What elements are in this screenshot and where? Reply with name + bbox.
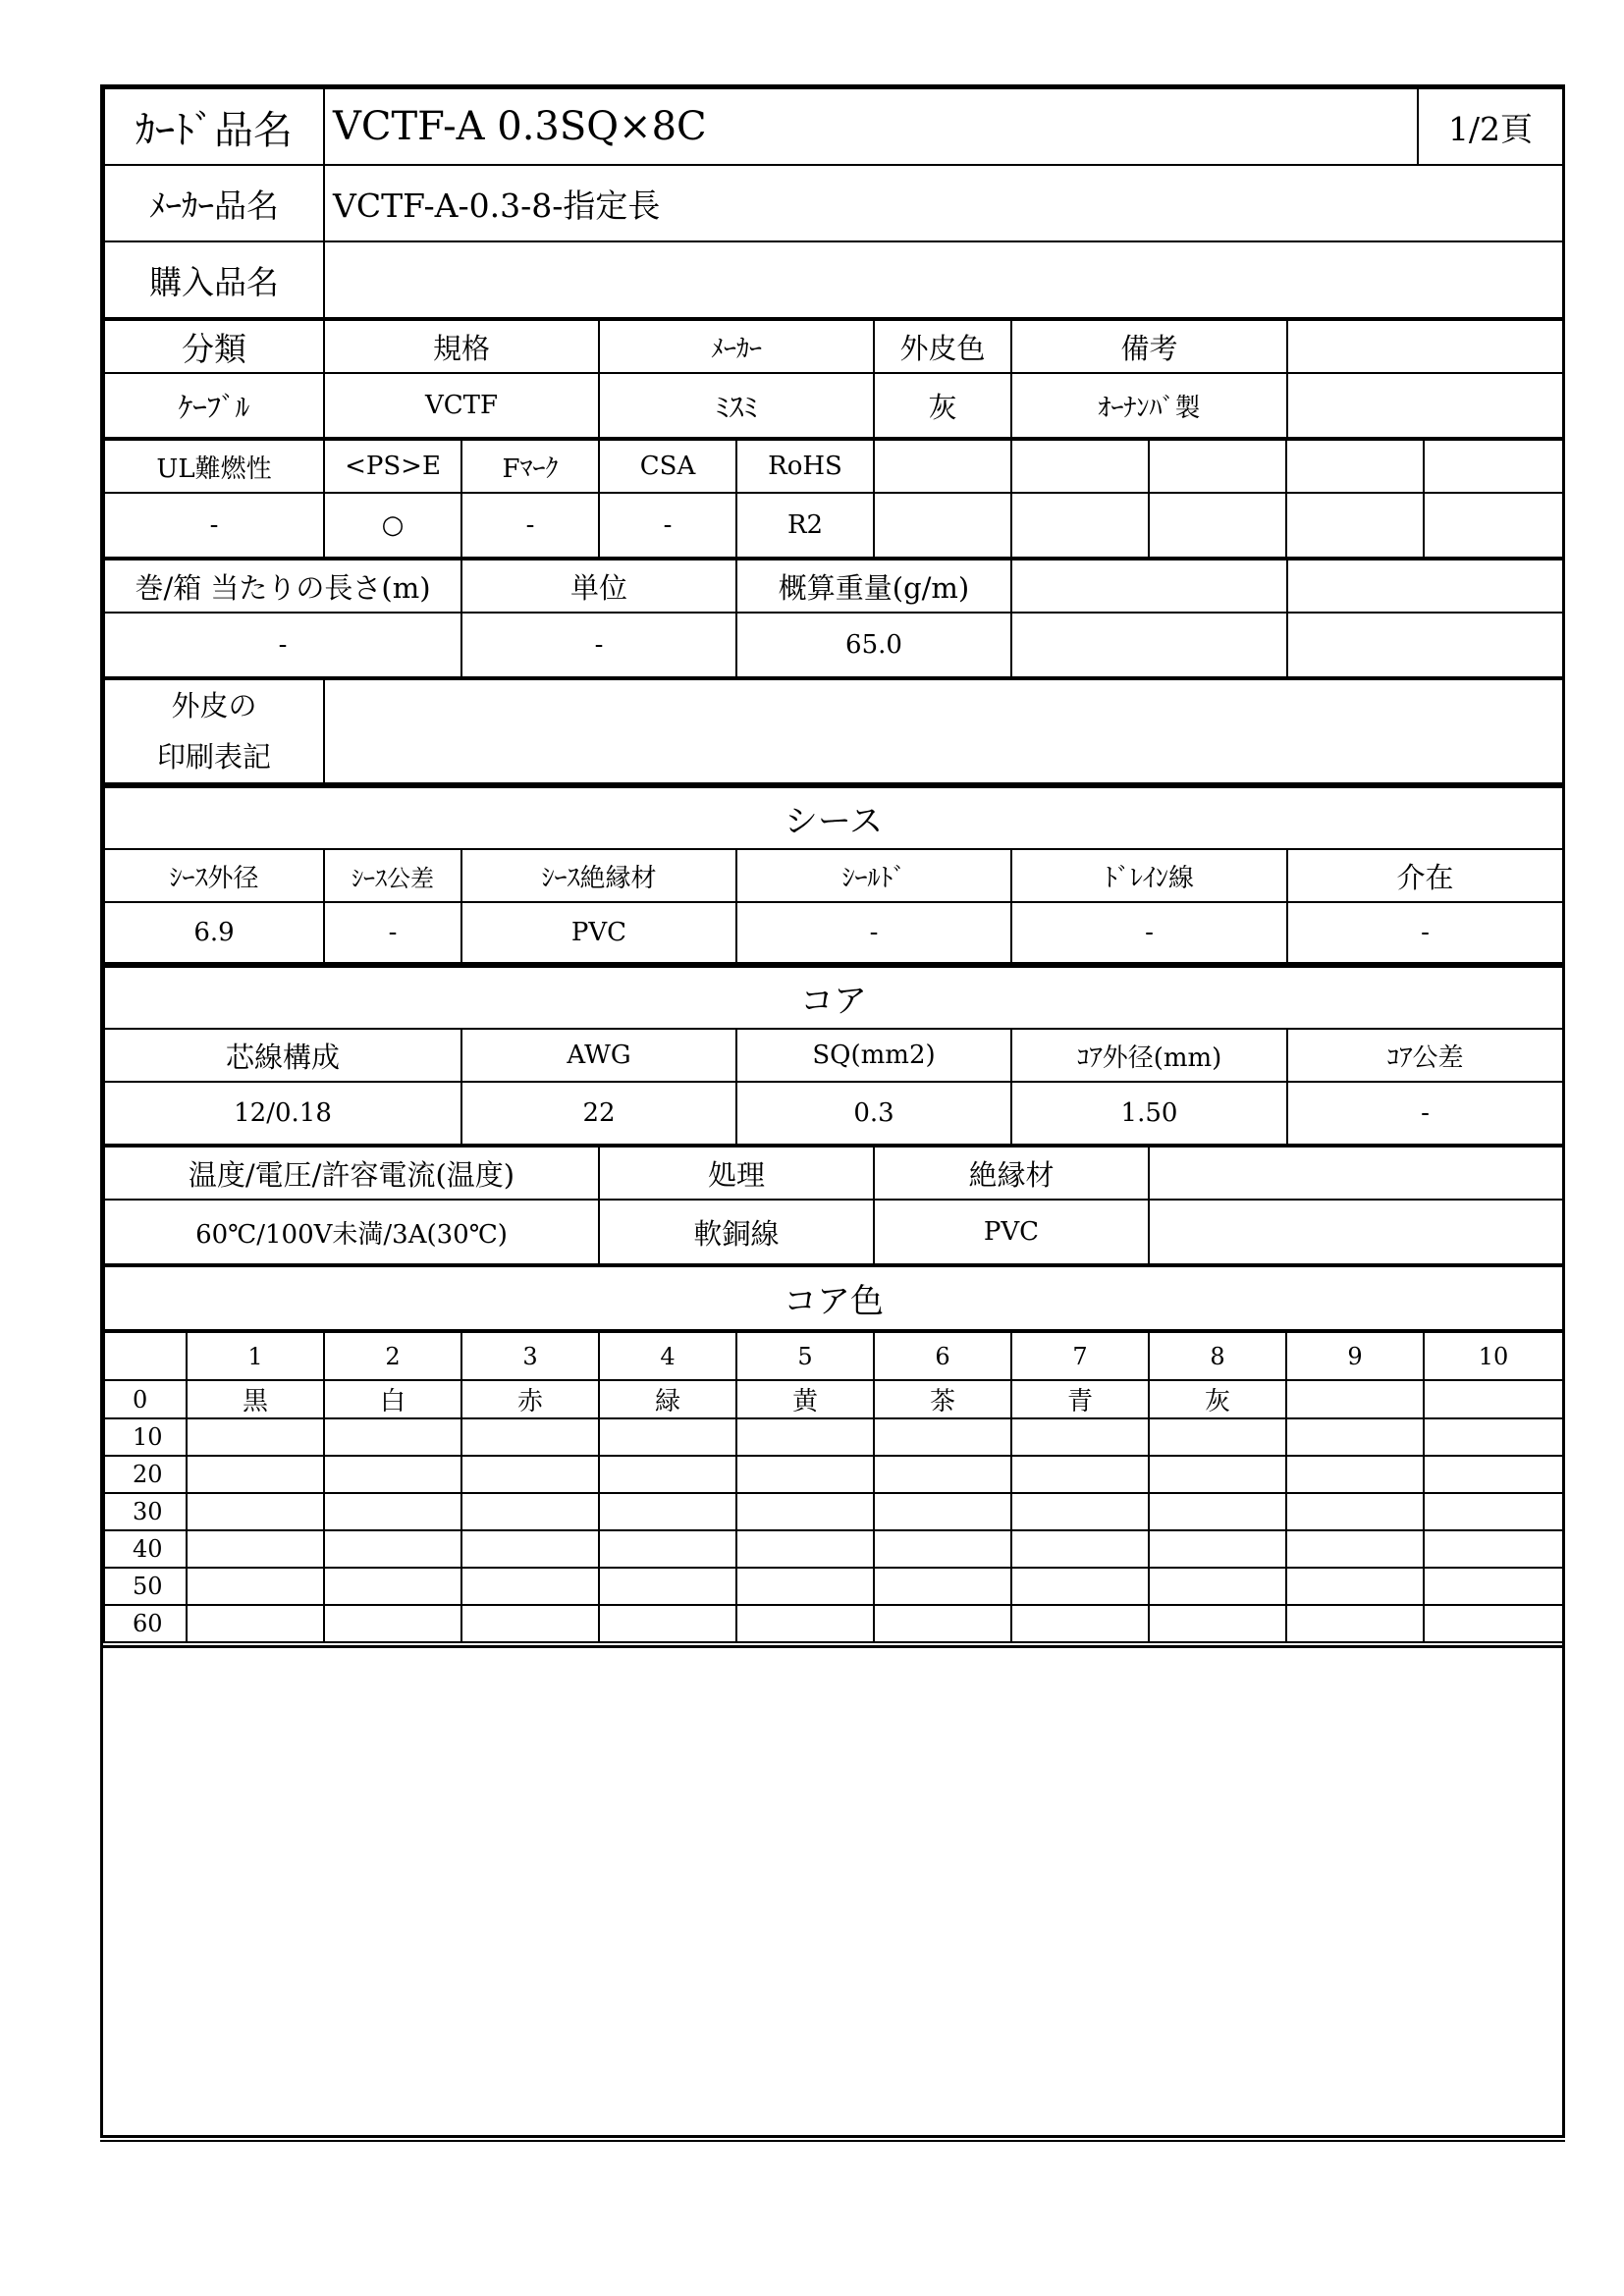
core-color-cell (324, 1493, 461, 1530)
purchase-name-value (324, 241, 1563, 318)
sheath-od-value: 6.9 (104, 902, 324, 963)
core-color-col-header: 6 (874, 1331, 1011, 1380)
print-value (324, 679, 1563, 783)
standards-table (103, 439, 1564, 559)
core-color-cell (1011, 1605, 1149, 1642)
core-color-col-header: 3 (461, 1331, 599, 1380)
core-color-row (104, 1456, 1563, 1493)
core-color-col-header: 5 (736, 1331, 874, 1380)
core-color-cell (1149, 1605, 1286, 1642)
length-blank-header (1287, 560, 1563, 613)
core-color-col-header: 4 (599, 1331, 736, 1380)
standard-blank-header (1149, 440, 1286, 493)
core-color-cell (1424, 1605, 1563, 1642)
sq-header: SQ(mm2) (736, 1029, 1011, 1082)
core-color-cell (874, 1605, 1011, 1642)
classification-table (103, 319, 1564, 439)
core-color-cell: 赤 (461, 1380, 599, 1418)
treatment-header: 処理 (599, 1147, 874, 1200)
core-color-cell (599, 1418, 736, 1456)
class-value: ｹｰﾌﾞﾙ (104, 373, 324, 438)
header-table (103, 87, 1564, 319)
core-color-col-header: 9 (1286, 1331, 1424, 1380)
standard-header: 規格 (324, 320, 599, 373)
core-color-cell (874, 1530, 1011, 1568)
core-color-cell: 青 (1011, 1380, 1149, 1418)
standard-blank-header (1011, 440, 1149, 493)
standard-blank-value (1424, 493, 1563, 558)
core-color-rows (104, 1380, 1563, 1642)
core-color-cell (874, 1418, 1011, 1456)
standard-blank-header (874, 440, 1011, 493)
core-color-cell: 灰 (1149, 1380, 1286, 1418)
sheet-bottom-rule (100, 2140, 1565, 2142)
insulation-value: PVC (874, 1200, 1149, 1264)
ul-value: - (104, 493, 324, 558)
core-color-cell (1011, 1568, 1149, 1605)
weight-header: 概算重量(g/m) (736, 560, 1011, 613)
core-color-row-label: 10 (104, 1418, 187, 1456)
rating-header: 温度/電圧/許容電流(温度) (104, 1147, 599, 1200)
core-color-corner (104, 1331, 187, 1380)
core-color-cell (1149, 1418, 1286, 1456)
core-color-cell (1424, 1456, 1563, 1493)
sheath-title: シース (104, 786, 1563, 849)
core-color-cell (1424, 1418, 1563, 1456)
card-name-value: VCTF-A 0.3SQ×8C (324, 88, 1418, 165)
core-color-cell (1011, 1456, 1149, 1493)
core-tolerance-header: ｺｱ公差 (1287, 1029, 1563, 1082)
core-color-row-label: 0 (104, 1380, 187, 1418)
core-color-cell: 黒 (187, 1380, 324, 1418)
maker-header: ﾒｰｶｰ (599, 320, 874, 373)
core-color-cell (1286, 1605, 1424, 1642)
sheath-tolerance-value: - (324, 902, 461, 963)
core-color-cell (1286, 1380, 1424, 1418)
standard-blank-header (1424, 440, 1563, 493)
insulation-header: 絶縁材 (874, 1147, 1149, 1200)
core-color-cell (1149, 1456, 1286, 1493)
core-color-cell (736, 1568, 874, 1605)
rohs-header: RoHS (736, 440, 874, 493)
core-color-cell (599, 1568, 736, 1605)
length-value: - (104, 613, 461, 677)
treatment-value: 軟銅線 (599, 1200, 874, 1264)
print-table (103, 678, 1564, 784)
core-color-row-label: 50 (104, 1568, 187, 1605)
core-color-cell (1424, 1380, 1563, 1418)
core-color-cell (599, 1605, 736, 1642)
core-color-row (104, 1568, 1563, 1605)
core-color-cell (736, 1456, 874, 1493)
purchase-name-label: 購入品名 (104, 241, 324, 318)
core-color-cell (324, 1418, 461, 1456)
core-color-cell (736, 1493, 874, 1530)
core-tolerance-value: - (1287, 1082, 1563, 1145)
core-color-cell (1149, 1493, 1286, 1530)
shield-header: ｼｰﾙﾄﾞ (736, 849, 1011, 902)
standard-value: VCTF (324, 373, 599, 438)
core-color-cell (324, 1456, 461, 1493)
sq-value: 0.3 (736, 1082, 1011, 1145)
csa-value: - (599, 493, 736, 558)
core-color-cell (1149, 1568, 1286, 1605)
core-color-cell (187, 1456, 324, 1493)
ul-header: UL難燃性 (104, 440, 324, 493)
rohs-value: R2 (736, 493, 874, 558)
core-color-cell (874, 1456, 1011, 1493)
standard-blank-value (1149, 493, 1286, 558)
core-color-cell (1286, 1456, 1424, 1493)
pse-header: <PS>E (324, 440, 461, 493)
sheath-insulation-value: PVC (461, 902, 736, 963)
rating-value: 60℃/100V未満/3A(30℃) (104, 1200, 599, 1264)
core-color-cell (187, 1568, 324, 1605)
core-color-cell (461, 1418, 599, 1456)
length-table (103, 559, 1564, 678)
core-color-cell (736, 1530, 874, 1568)
core-color-col-header: 2 (324, 1331, 461, 1380)
core-color-row-label: 20 (104, 1456, 187, 1493)
core-color-cell (324, 1568, 461, 1605)
core-color-cell: 黄 (736, 1380, 874, 1418)
csa-header: CSA (599, 440, 736, 493)
weight-value: 65.0 (736, 613, 1011, 677)
core-color-cell: 白 (324, 1380, 461, 1418)
extra-header (1287, 320, 1563, 373)
core-color-cell (736, 1418, 874, 1456)
core-color-cell (461, 1493, 599, 1530)
print-label (104, 679, 324, 783)
core-color-cell (1011, 1493, 1149, 1530)
core-table (103, 964, 1564, 1146)
core-color-cell (461, 1530, 599, 1568)
core-color-cell (599, 1493, 736, 1530)
maker-name-label: ﾒｰｶｰ品名 (104, 165, 324, 241)
unit-header: 単位 (461, 560, 736, 613)
core-color-row (104, 1530, 1563, 1568)
core-color-cell (1286, 1418, 1424, 1456)
maker-value: ﾐｽﾐ (599, 373, 874, 438)
core-color-row-label: 30 (104, 1493, 187, 1530)
awg-header: AWG (461, 1029, 736, 1082)
strand-header: 芯線構成 (104, 1029, 461, 1082)
standard-blank-value (1011, 493, 1149, 558)
shield-value: - (736, 902, 1011, 963)
core-od-header: ｺｱ外径(mm) (1011, 1029, 1287, 1082)
f-mark-value: - (461, 493, 599, 558)
print-label-line2: 印刷表記 (156, 740, 271, 774)
strand-value: 12/0.18 (104, 1082, 461, 1145)
core-od-value: 1.50 (1011, 1082, 1287, 1145)
rating-blank-header (1149, 1147, 1563, 1200)
core-color-cell (1286, 1568, 1424, 1605)
core-color-cell (324, 1530, 461, 1568)
core-color-title: コア色 (104, 1266, 1563, 1331)
core-color-cell (187, 1605, 324, 1642)
standard-blank-header (1286, 440, 1424, 493)
f-mark-header: Fﾏｰｸ (461, 440, 599, 493)
core-color-cell (1424, 1530, 1563, 1568)
core-color-cell (1424, 1568, 1563, 1605)
core-color-cell (1149, 1530, 1286, 1568)
standard-blank-value (874, 493, 1011, 558)
core-color-col-header: 1 (187, 1331, 324, 1380)
pse-value: ○ (324, 493, 461, 558)
core-color-cell (461, 1605, 599, 1642)
class-header: 分類 (104, 320, 324, 373)
core-rating-table (103, 1146, 1564, 1265)
core-color-col-header: 10 (1424, 1331, 1563, 1380)
sheath-color-value: 灰 (874, 373, 1011, 438)
remarks-header: 備考 (1011, 320, 1287, 373)
core-color-cell (187, 1418, 324, 1456)
core-color-col-header: 7 (1011, 1331, 1149, 1380)
unit-value: - (461, 613, 736, 677)
core-color-cell (461, 1456, 599, 1493)
core-color-cell (736, 1605, 874, 1642)
spec-sheet (100, 84, 1565, 2138)
filler-header: 介在 (1287, 849, 1563, 902)
core-color-row-label: 60 (104, 1605, 187, 1642)
core-color-cell (1011, 1530, 1149, 1568)
core-color-cell (874, 1568, 1011, 1605)
core-title: コア (104, 966, 1563, 1029)
awg-value: 22 (461, 1082, 736, 1145)
core-color-row (104, 1418, 1563, 1456)
core-color-cell: 緑 (599, 1380, 736, 1418)
core-color-table (103, 1265, 1564, 1643)
sheath-tolerance-header: ｼｰｽ公差 (324, 849, 461, 902)
drain-wire-value: - (1011, 902, 1287, 963)
core-color-cell (1286, 1493, 1424, 1530)
core-color-cell (1286, 1530, 1424, 1568)
core-color-cell (461, 1568, 599, 1605)
sheath-table (103, 784, 1564, 964)
page-number: 1/2頁 (1418, 88, 1563, 165)
rating-blank-value (1149, 1200, 1563, 1264)
core-color-row (104, 1380, 1563, 1418)
core-color-cell (187, 1493, 324, 1530)
sheath-insulation-header: ｼｰｽ絶縁材 (461, 849, 736, 902)
notes-area (103, 1645, 1562, 2135)
core-color-cell: 茶 (874, 1380, 1011, 1418)
filler-value: - (1287, 902, 1563, 963)
length-blank-value (1011, 613, 1287, 677)
remarks-value: ｵｰﾅﾝﾊﾞ製 (1011, 373, 1287, 438)
core-color-cell (187, 1530, 324, 1568)
sheath-od-header: ｼｰｽ外径 (104, 849, 324, 902)
core-color-cell (324, 1605, 461, 1642)
core-color-row (104, 1605, 1563, 1642)
maker-name-value: VCTF-A-0.3-8-指定長 (324, 165, 1563, 241)
core-color-col-header: 8 (1149, 1331, 1286, 1380)
core-color-cell (1424, 1493, 1563, 1530)
drain-wire-header: ﾄﾞﾚｲﾝ線 (1011, 849, 1287, 902)
length-blank-value (1287, 613, 1563, 677)
sheath-color-header: 外皮色 (874, 320, 1011, 373)
core-color-cell (599, 1530, 736, 1568)
core-color-cell (599, 1456, 736, 1493)
length-header: 巻/箱 当たりの長さ(m) (104, 560, 461, 613)
length-blank-header (1011, 560, 1287, 613)
core-color-row (104, 1493, 1563, 1530)
core-color-cell (874, 1493, 1011, 1530)
extra-value (1287, 373, 1563, 438)
card-name-label: ｶｰﾄﾞ品名 (104, 88, 324, 165)
core-color-row-label: 40 (104, 1530, 187, 1568)
core-color-cell (1011, 1418, 1149, 1456)
print-label-line1: 外皮の (171, 689, 257, 722)
standard-blank-value (1286, 493, 1424, 558)
